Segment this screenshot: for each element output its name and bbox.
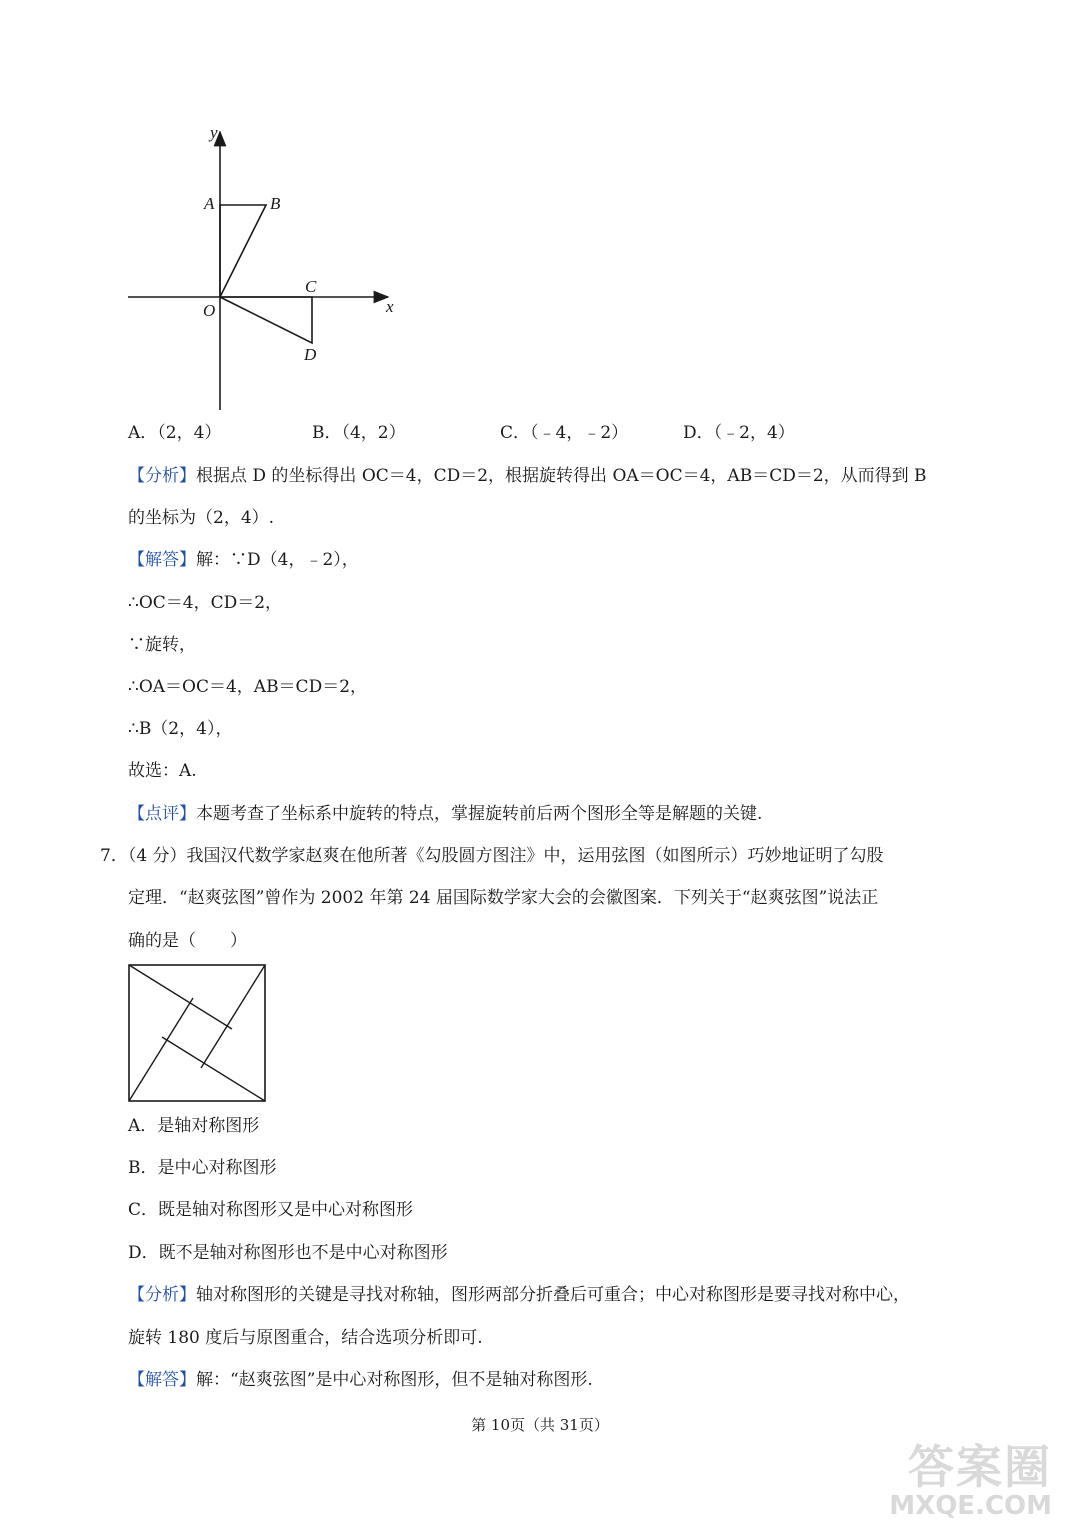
coordinate-figure <box>118 120 418 420</box>
q6-analysis <box>128 464 927 488</box>
triangle-oab <box>220 205 266 297</box>
q7-analysis-line2: 旋转 180 度后与原图重合，结合选项分析即可. <box>128 1328 483 1348</box>
q6-step1: ∴OC＝4，CD＝2， <box>128 593 283 613</box>
point-d-label: D <box>304 345 317 364</box>
q7-answer-line1: 解：“赵爽弦图”是中心对称图形，但不是轴对称图形. <box>196 1370 593 1390</box>
q6-step4: ∴B（2，4）， <box>128 719 233 739</box>
outer-square <box>129 965 265 1101</box>
watermark <box>856 1431 1056 1521</box>
zhao-shuang-diagram <box>122 958 272 1108</box>
q6-choose: 故选：A. <box>128 761 197 781</box>
answer-tag: 【解答】 <box>128 1370 196 1390</box>
analysis-tag: 【分析】 <box>128 1285 196 1305</box>
point-b-label: B <box>270 194 281 213</box>
q6-comment <box>128 802 762 826</box>
q7-option-a: A．是轴对称图形 <box>128 1116 260 1136</box>
q6-answer <box>128 548 359 572</box>
q6-option-b: B．（4，2） <box>312 423 406 443</box>
q6-option-d: D．（﹣2，4） <box>683 423 795 443</box>
page-footer: 第 10页（共 31页） <box>471 1416 609 1434</box>
q7-option-b: B．是中心对称图形 <box>128 1158 277 1178</box>
q6-analysis-line1: 根据点 D 的坐标得出 OC＝4，CD＝2，根据旋转得出 OA＝OC＝4，AB＝CD＝2，从而得到 B <box>196 466 927 486</box>
q6-analysis-line2: 的坐标为（2，4）. <box>128 508 275 528</box>
q7-option-d: D．既不是轴对称图形也不是中心对称图形 <box>128 1243 448 1263</box>
watermark-en: MXQE.COM <box>889 1491 1052 1521</box>
q7-stem-line3: 确的是（ ） <box>128 931 247 951</box>
q7-option-c: C．既是轴对称图形又是中心对称图形 <box>128 1200 414 1220</box>
watermark-cn: 答案圈 <box>908 1440 1052 1494</box>
point-a-label: A <box>204 194 215 213</box>
q7-analysis <box>128 1283 910 1307</box>
q6-option-c: C．（﹣4，﹣2） <box>500 423 629 443</box>
q7-analysis-line1: 轴对称图形的关键是寻找对称轴，图形两部分折叠后可重合；中心对称图形是要寻找对称中心， <box>196 1285 910 1305</box>
q7-answer <box>128 1368 593 1392</box>
q6-step3: ∴OA＝OC＝4，AB＝CD＝2， <box>128 677 368 697</box>
q7-stem-line2: 定理．“赵爽弦图”曾作为 2002 年第 24 届国际数学家大会的会徽图案．下列关于“赵爽弦图”说法正 <box>128 888 879 908</box>
q6-step2: ∵旋转， <box>128 635 196 655</box>
y-axis-label: y <box>210 123 218 142</box>
point-c-label: C <box>305 277 317 296</box>
triangle-ocd <box>220 297 312 343</box>
q6-answer-line1: 解：∵D（4，﹣2）， <box>196 550 359 570</box>
x-axis-label: x <box>386 297 394 316</box>
point-o-label: O <box>203 301 216 320</box>
answer-tag: 【解答】 <box>128 550 196 570</box>
comment-tag: 【点评】 <box>128 804 196 824</box>
q6-comment-text: 本题考查了坐标系中旋转的特点，掌握旋转前后两个图形全等是解题的关键. <box>196 804 763 824</box>
q6-option-a: A．（2，4） <box>128 423 222 443</box>
analysis-tag: 【分析】 <box>128 466 196 486</box>
q7-stem-line1: 7．（4 分）我国汉代数学家赵爽在他所著《勾股圆方图注》中，运用弦图（如图所示）巧妙地证明了勾股 <box>100 846 884 866</box>
